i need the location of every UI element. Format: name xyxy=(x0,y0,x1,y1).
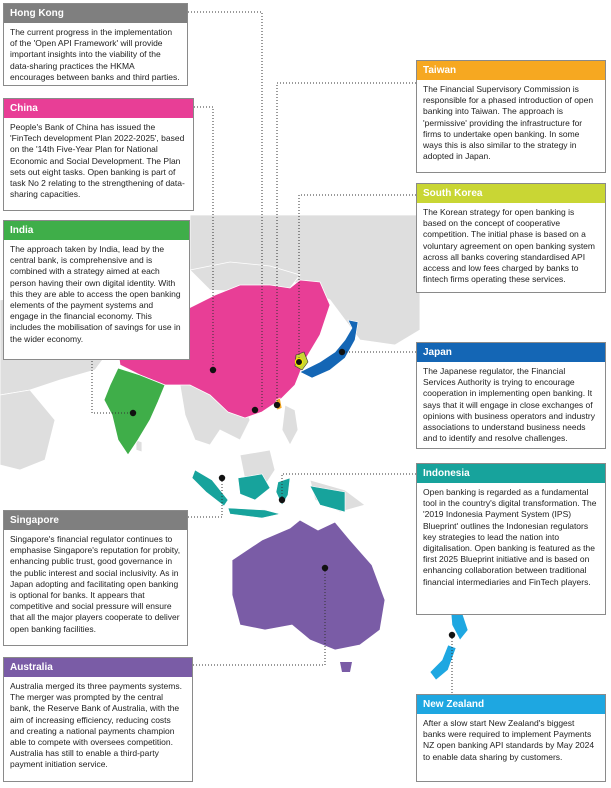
indonesia-text: Open banking is regarded as a fundamental tool in the country's digital transformation. The '2019 Indonesia Payment System (IPS) Blueprint' outlines the Indonesian regulators key strategies to lead the nation into digitalisation. Open banking is featured as the first 2025 Blueprint initiative and is based on enhancing collaboration between traditional financial intermediaries and FinTech players. xyxy=(423,487,597,587)
south-korea-title: South Korea xyxy=(417,184,605,203)
australia-text: Australia merged its three payments systems. The merger was prompted by the central bank, the Reserve Bank of Australia, with the aim of increasing efficiency, reducing costs and creating a national payments champion able to compete with oversees competition. Australia has still to enable a third-party payment initiation service. xyxy=(10,681,182,770)
land-arabia xyxy=(0,390,55,470)
india-box xyxy=(3,220,190,360)
taiwan-text: The Financial Supervisory Commission is responsible for a phased introduction of open banking into Taiwan. The approach is 'permissive' providing the infrastructure for firms to undertake open banking. In some ways this is also similar to the strategy in adopted in Japan. xyxy=(423,84,594,162)
china-box xyxy=(3,98,194,211)
new-zealand-title: New Zealand xyxy=(417,695,605,714)
marker-japan xyxy=(339,349,345,355)
australia-box xyxy=(3,657,193,782)
south-korea-box xyxy=(416,183,606,293)
marker-south-korea xyxy=(295,358,302,365)
land-philippines xyxy=(282,405,298,445)
singapore-box xyxy=(3,510,188,646)
land-java xyxy=(228,508,280,518)
new-zealand-text: After a slow start New Zealand's biggest banks were required to implement Payments NZ open banking API standards by May 2024 to enable data sharing by customers. xyxy=(423,718,595,762)
marker-hong-kong xyxy=(252,407,258,413)
marker-china xyxy=(210,367,216,373)
indonesia-box xyxy=(416,463,606,615)
hong-kong-text: The current progress in the implementation of the 'Open API Framework' will provide important insights into the viability of the data-sharing practices the HKMA encourages between banks and third parties. xyxy=(10,27,180,82)
marker-india xyxy=(130,410,136,416)
taiwan-title: Taiwan xyxy=(417,61,605,80)
china-title: China xyxy=(4,99,193,118)
india-text: The approach taken by India, lead by the central bank, is comprehensive and is combined with a strategy aimed at each person having their own digital identity. With this they are able to access the open banking elements of the payment systems and engage in the financial economy. This includes the mobilisation of savings for use in the wider economy. xyxy=(10,244,181,344)
marker-taiwan xyxy=(274,402,280,408)
south-korea-text: The Korean strategy for open banking is based on the concept of cooperative competition. The initial phase is based on a voluntary agreement on open banking system across all banks covering standardised API access and low fees charged by banks to fintech firms operating these services. xyxy=(423,207,595,285)
marker-indonesia xyxy=(279,497,285,503)
india-title: India xyxy=(4,221,189,240)
singapore-title: Singapore xyxy=(4,511,187,530)
japan-text: The Japanese regulator, the Financial Services Authority is trying to encourage cooperation in implementing open banking. It says that it will engage in close exchanges of opinions with business operators and industry associations to understand business needs and to identify and resolve challenges. xyxy=(423,366,595,444)
japan-title: Japan xyxy=(417,343,605,362)
marker-australia xyxy=(322,565,328,571)
indonesia-title: Indonesia xyxy=(417,464,605,483)
hong-kong-box xyxy=(3,3,188,86)
taiwan-box xyxy=(416,60,606,173)
hong-kong-title: Hong Kong xyxy=(4,4,187,23)
land-tasmania xyxy=(340,662,352,672)
marker-new-zealand xyxy=(449,632,455,638)
new-zealand-box xyxy=(416,694,606,782)
land-australia xyxy=(232,520,385,650)
marker-singapore xyxy=(219,475,225,481)
australia-title: Australia xyxy=(4,658,192,677)
singapore-text: Singapore's financial regulator continues to emphasise Singapore's reputation for probity, enhancing public trust, good governance in the public interest and social inclusivity. As in Japan adopting and facilitating open banking is optional for banks. It appears that competitive and social pressure will ensure that all the major players cooperate to deliver open banking facilities. xyxy=(10,534,181,634)
china-text: People's Bank of China has issued the 'FinTech development Plan 2022-2025', based on the '14th Five-Year Plan for National Economic and Social Development. The Plan sets out eight tasks. Open banking is part of task No 2 relating to the strengthening of data-sharing capacities. xyxy=(10,122,185,200)
japan-box xyxy=(416,342,606,449)
